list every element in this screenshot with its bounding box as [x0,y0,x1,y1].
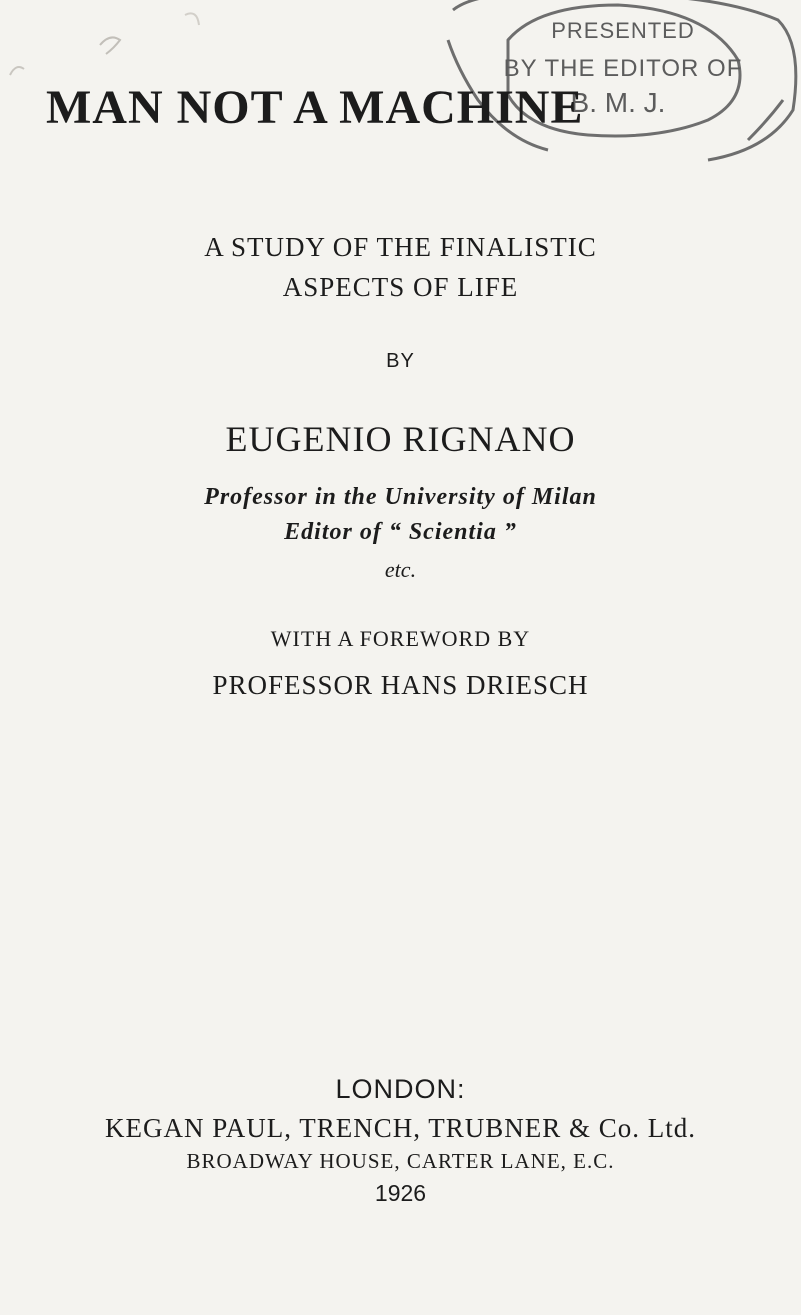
publisher-city: LONDON: [335,1074,466,1104]
book-title: MAN NOT A MACHINE [46,81,584,134]
publisher-name: KEGAN PAUL, TRENCH, TRUBNER & Co. Ltd. [104,1113,697,1143]
stamp-line1: PRESENTED [551,18,695,43]
by-label: BY [386,350,415,372]
foreword-author: PROFESSOR HANS DRIESCH [212,670,589,700]
stamp-line2: BY THE EDITOR OF [503,55,743,82]
subtitle-line-1: A STUDY OF THE FINALISTIC [204,232,597,262]
foreword-label: WITH A FOREWORD BY [270,626,531,651]
author-name: EUGENIO RIGNANO [225,419,576,459]
credential-line-1: Professor in the University of Milan [204,484,597,510]
subtitle-line-2: ASPECTS OF LIFE [282,272,519,302]
stamp-line3: B. M. J. [570,87,666,118]
credential-line-3: etc. [384,557,417,582]
publisher-address: BROADWAY HOUSE, CARTER LANE, E.C. [186,1149,615,1173]
credential-line-2: Editor of “ Scientia ” [284,519,517,545]
publication-year: 1926 [374,1180,427,1206]
